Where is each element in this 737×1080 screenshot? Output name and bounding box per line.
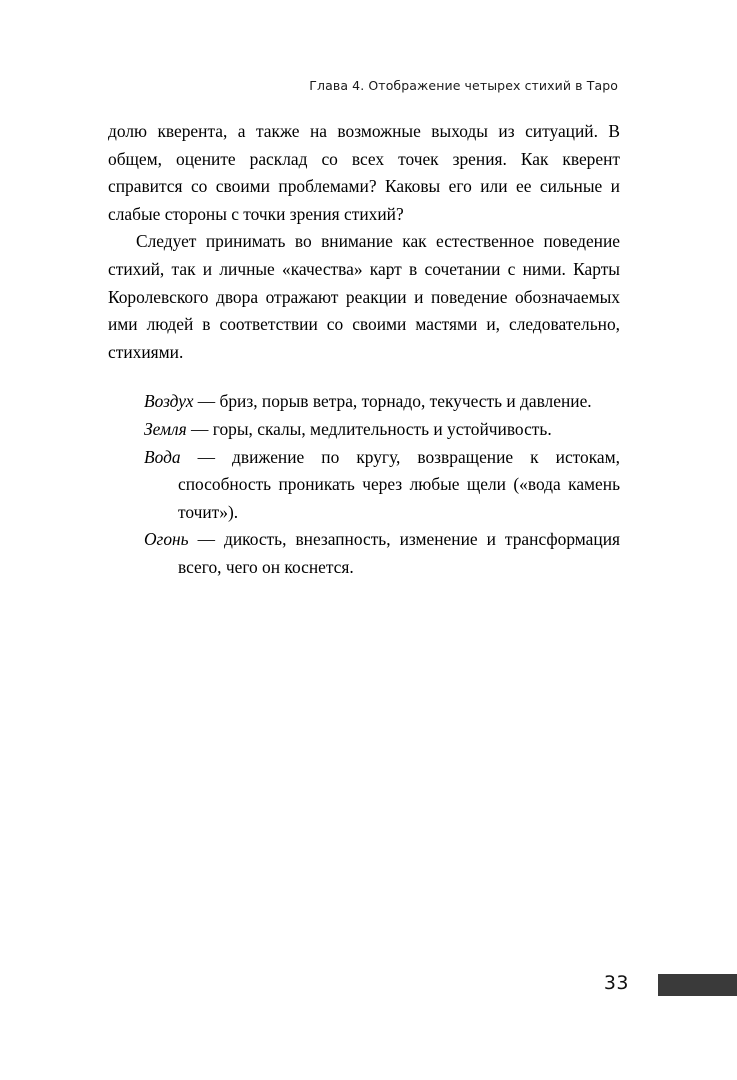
definition-item-water: [144, 444, 620, 527]
definition-term-fire: Огонь: [144, 529, 189, 550]
definition-item-fire: [144, 526, 620, 581]
definition-text-water: — движение по кругу, возвращение к истокам, способность проникать через любые щели («вода камень точит»).: [178, 446, 620, 522]
definition-text-air: — бриз, порыв ветра, торнадо, текучесть и давление.: [193, 391, 592, 412]
definition-text-fire: — дикость, внезапность, изменение и трансформация всего, чего он коснется.: [178, 529, 620, 577]
footer-decorative-bar: [658, 974, 737, 996]
paragraph-2: Следует принимать во внимание как естественное поведение стихий, так и личные «качества» карт в сочетании с ними. Карты Королевского двора отражают реакции и поведение обозначаемых ими людей в соответствии со своими мастями и, следовательно, стихиями.: [108, 231, 620, 362]
definition-text-earth: — горы, скалы, медлительность и устойчивость.: [186, 418, 552, 439]
running-head: Глава 4. Отображение четырех стихий в Таро: [309, 78, 618, 93]
definition-term-air: Воздух: [144, 391, 194, 412]
definition-term-water: Вода: [144, 446, 181, 467]
definition-term-earth: Земля: [144, 418, 187, 439]
definition-item-air: [144, 388, 620, 416]
elements-definition-list: [108, 388, 620, 581]
body-text-block: [108, 118, 620, 582]
definition-item-earth: [144, 416, 620, 444]
paragraph-1: долю кверента, а также на возможные выходы из ситуаций. В общем, оцените расклад со всех точек зрения. Как кверент справится со своими проблемами? Каковы его или ее сильные и слабые стороны с точки зрения стихий?: [108, 121, 620, 224]
page-number: 33: [603, 972, 629, 994]
